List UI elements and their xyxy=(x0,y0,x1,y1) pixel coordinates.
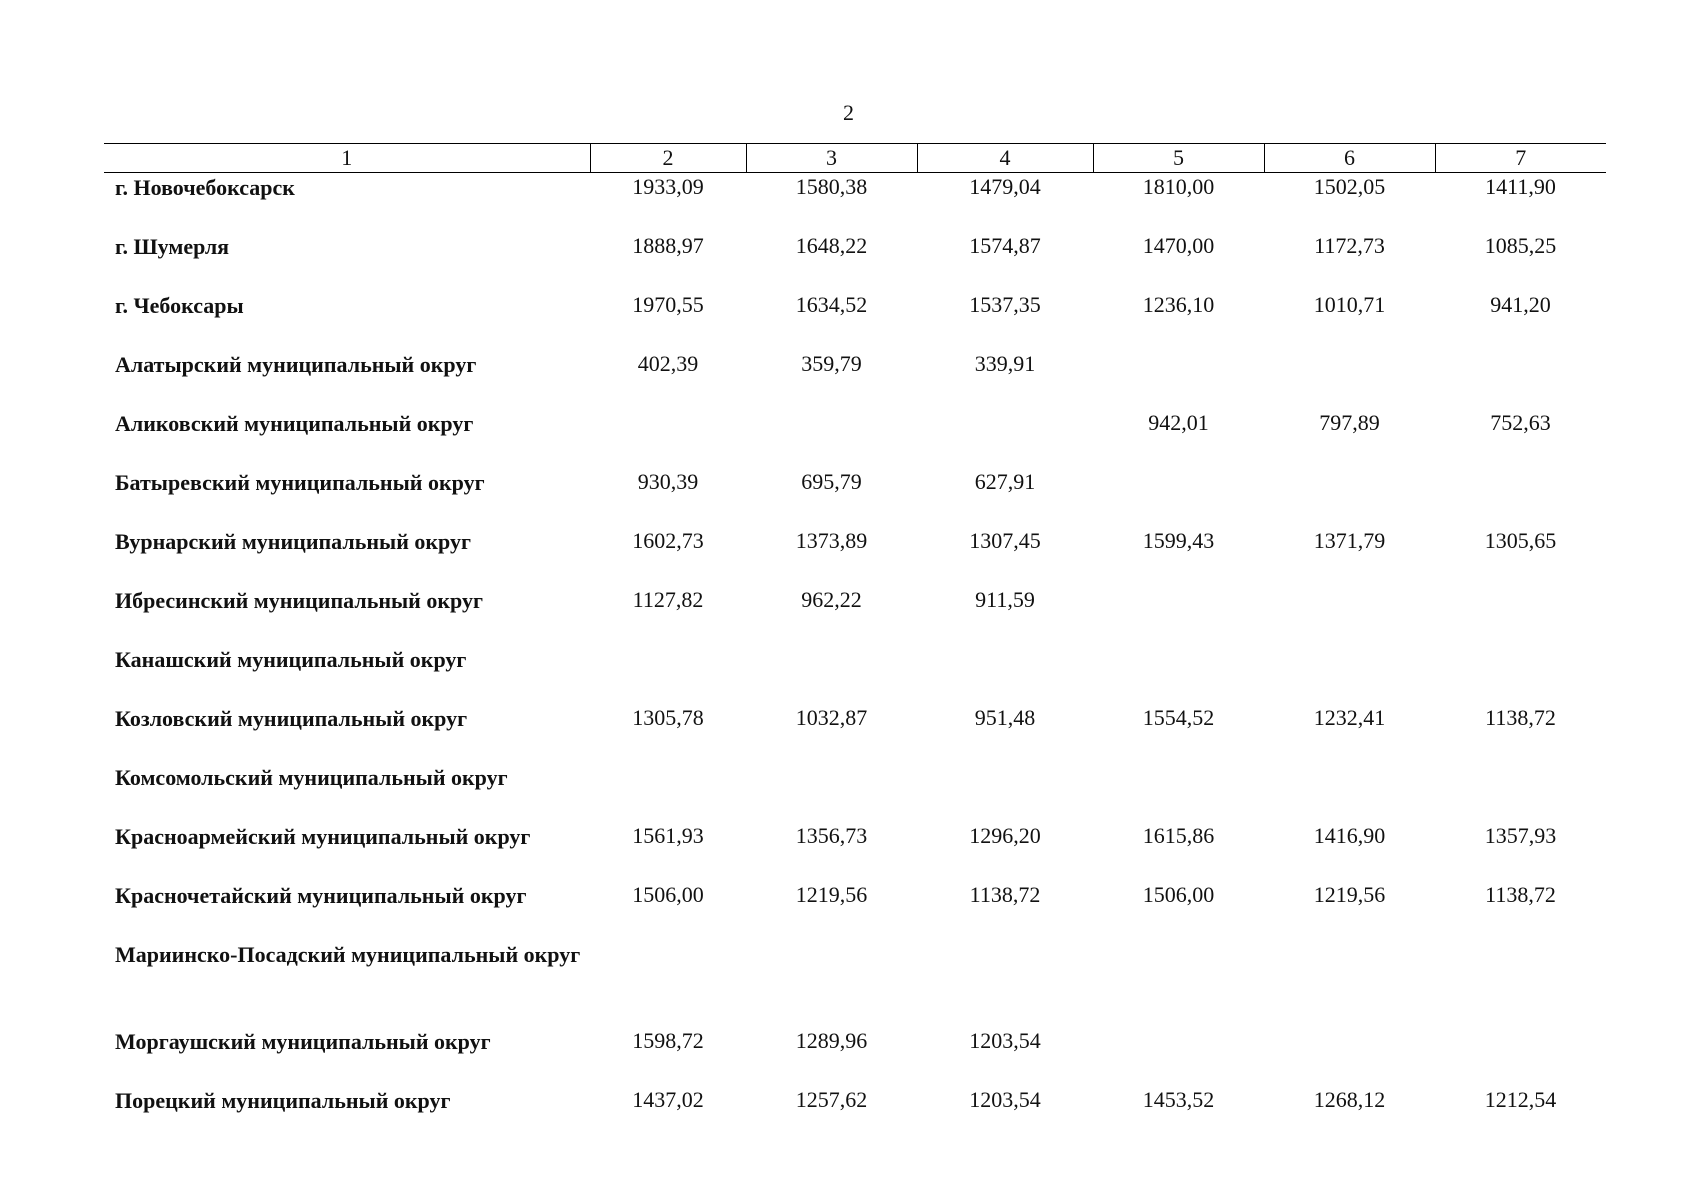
table-cell: 941,20 xyxy=(1490,292,1551,317)
table-cell: 1411,90 xyxy=(1485,174,1556,199)
table-cell: 1437,02 xyxy=(632,1087,704,1112)
table-cell xyxy=(917,409,1093,468)
table-cell: 1371,79 xyxy=(1313,528,1386,553)
table-cell: 1888,97 xyxy=(632,233,704,258)
table-cell: 1010,71 xyxy=(1313,292,1386,317)
table-cell xyxy=(1435,645,1606,704)
table-cell: 1599,43 xyxy=(1142,528,1215,553)
table-cell: 1648,22 xyxy=(795,233,868,258)
data-table xyxy=(104,143,1606,1145)
table-cell: 1574,87 xyxy=(969,233,1041,258)
table-cell xyxy=(1264,350,1435,409)
table-cell xyxy=(1093,468,1264,527)
table-cell xyxy=(1435,350,1606,409)
table-cell: 1561,93 xyxy=(632,823,704,848)
table-cell xyxy=(590,409,746,468)
table-cell xyxy=(746,763,917,822)
table-cell: 1502,05 xyxy=(1313,174,1386,199)
table-cell: 1212,54 xyxy=(1484,1087,1557,1112)
table-cell xyxy=(1435,940,1606,1027)
table-row xyxy=(104,881,1606,940)
table-cell: 1373,89 xyxy=(795,528,868,553)
table-cell: 1127,82 xyxy=(632,587,704,612)
row-label: Вурнарский муниципальный округ xyxy=(115,529,471,554)
table-header-row xyxy=(104,144,1606,173)
table-cell xyxy=(1093,586,1264,645)
table-cell: 1506,00 xyxy=(1142,882,1215,907)
column-header: 2 xyxy=(590,144,746,173)
table-cell: 1933,09 xyxy=(632,174,704,199)
table-cell xyxy=(1264,586,1435,645)
table-cell: 1203,54 xyxy=(969,1028,1041,1053)
row-label: Козловский муниципальный округ xyxy=(115,706,468,731)
table-cell: 962,22 xyxy=(801,587,862,612)
table-cell: 695,79 xyxy=(801,469,862,494)
table-cell: 1219,56 xyxy=(795,882,868,907)
table-cell xyxy=(746,645,917,704)
column-header: 3 xyxy=(746,144,917,173)
page-number: 2 xyxy=(843,100,854,125)
table-cell xyxy=(1264,940,1435,1027)
row-label: Мариинско-Посадский муниципальный округ xyxy=(115,942,581,967)
table-row xyxy=(104,1027,1606,1086)
table-cell xyxy=(1093,350,1264,409)
table-cell: 1602,73 xyxy=(632,528,704,553)
table-cell: 1296,20 xyxy=(969,823,1041,848)
table-body xyxy=(104,173,1606,1146)
table-cell xyxy=(917,645,1093,704)
table-cell: 1236,10 xyxy=(1142,292,1215,317)
table-cell xyxy=(917,940,1093,1027)
row-label: Аликовский муниципальный округ xyxy=(115,411,474,436)
column-header: 4 xyxy=(917,144,1093,173)
row-label: г. Шумерля xyxy=(115,234,230,259)
table-cell: 1506,00 xyxy=(632,882,704,907)
table-cell: 1289,96 xyxy=(795,1028,868,1053)
table-row xyxy=(104,940,1606,1027)
table-cell xyxy=(1264,468,1435,527)
table-cell: 1232,41 xyxy=(1313,705,1386,730)
table-row xyxy=(104,173,1606,233)
table-cell xyxy=(1093,763,1264,822)
column-header: 1 xyxy=(104,144,590,173)
table-cell: 1219,56 xyxy=(1313,882,1386,907)
row-label: г. Новочебоксарск xyxy=(115,175,295,200)
table-cell: 1172,73 xyxy=(1314,233,1385,258)
table-row xyxy=(104,704,1606,763)
table-row xyxy=(104,291,1606,350)
table-cell xyxy=(1264,645,1435,704)
table-cell: 1305,65 xyxy=(1484,528,1557,553)
table-row xyxy=(104,232,1606,291)
table-cell: 402,39 xyxy=(637,351,699,376)
column-header: 5 xyxy=(1093,144,1264,173)
table-row xyxy=(104,1086,1606,1145)
table-cell: 1615,86 xyxy=(1142,823,1215,848)
row-label: Комсомольский муниципальный округ xyxy=(115,765,508,790)
table-row xyxy=(104,409,1606,468)
table-cell xyxy=(590,645,746,704)
table-cell xyxy=(1093,940,1264,1027)
table-cell xyxy=(1093,1027,1264,1086)
table-cell: 797,89 xyxy=(1319,410,1380,435)
table-cell: 942,01 xyxy=(1148,410,1209,435)
table-cell xyxy=(1435,468,1606,527)
table-cell xyxy=(1264,1027,1435,1086)
table-row xyxy=(104,527,1606,586)
table-cell: 1203,54 xyxy=(969,1087,1041,1112)
table-cell xyxy=(590,763,746,822)
table-cell xyxy=(746,940,917,1027)
table-cell: 1356,73 xyxy=(795,823,868,848)
table-cell: 951,48 xyxy=(974,705,1036,730)
column-header: 7 xyxy=(1435,144,1606,173)
table-cell: 1537,35 xyxy=(969,292,1041,317)
table-cell: 1810,00 xyxy=(1142,174,1215,199)
row-label: Красноармейский муниципальный округ xyxy=(115,824,531,849)
table-cell: 1307,45 xyxy=(969,528,1041,553)
table-cell xyxy=(746,409,917,468)
row-label: Алатырский муниципальный округ xyxy=(115,352,477,377)
table-row xyxy=(104,645,1606,704)
table-cell: 1416,90 xyxy=(1313,823,1386,848)
table-cell xyxy=(590,940,746,1027)
table-cell: 359,79 xyxy=(801,351,862,376)
table-cell: 1138,72 xyxy=(1485,882,1556,907)
table-cell: 1598,72 xyxy=(632,1028,704,1053)
table-cell: 930,39 xyxy=(637,469,699,494)
column-header: 6 xyxy=(1264,144,1435,173)
table-cell xyxy=(1264,763,1435,822)
table-cell: 1138,72 xyxy=(969,882,1041,907)
table-row xyxy=(104,586,1606,645)
table-cell xyxy=(917,763,1093,822)
table-row xyxy=(104,763,1606,822)
table-cell xyxy=(1435,1027,1606,1086)
row-label: Канашский муниципальный округ xyxy=(115,647,467,672)
row-label: Порецкий муниципальный округ xyxy=(115,1088,451,1113)
table-row xyxy=(104,822,1606,881)
table-cell: 1305,78 xyxy=(632,705,704,730)
table-cell: 1479,04 xyxy=(969,174,1041,199)
table-cell: 1970,55 xyxy=(632,292,704,317)
table-cell xyxy=(1435,763,1606,822)
row-label: г. Чебоксары xyxy=(115,293,244,318)
table-cell: 1554,52 xyxy=(1142,705,1215,730)
table-cell: 1257,62 xyxy=(795,1087,868,1112)
row-label: Ибресинский муниципальный округ xyxy=(115,588,483,613)
table-cell: 1032,87 xyxy=(795,705,868,730)
table-cell: 627,91 xyxy=(974,469,1036,494)
table-cell: 911,59 xyxy=(975,587,1035,612)
table-cell: 1470,00 xyxy=(1142,233,1215,258)
row-label: Батыревский муниципальный округ xyxy=(115,470,485,495)
table-cell: 752,63 xyxy=(1490,410,1551,435)
table-cell: 1357,93 xyxy=(1484,823,1557,848)
table-cell: 1634,52 xyxy=(795,292,868,317)
table-cell: 1085,25 xyxy=(1484,233,1557,258)
table-cell: 1580,38 xyxy=(795,174,868,199)
table-cell xyxy=(1093,645,1264,704)
table-row xyxy=(104,468,1606,527)
row-label: Моргаушский муниципальный округ xyxy=(115,1029,491,1054)
table-cell: 339,91 xyxy=(974,351,1036,376)
table-cell: 1138,72 xyxy=(1485,705,1556,730)
table-row xyxy=(104,350,1606,409)
row-label: Красночетайский муниципальный округ xyxy=(115,883,527,908)
table-cell: 1268,12 xyxy=(1313,1087,1386,1112)
table-cell: 1453,52 xyxy=(1142,1087,1215,1112)
table-cell xyxy=(1435,586,1606,645)
